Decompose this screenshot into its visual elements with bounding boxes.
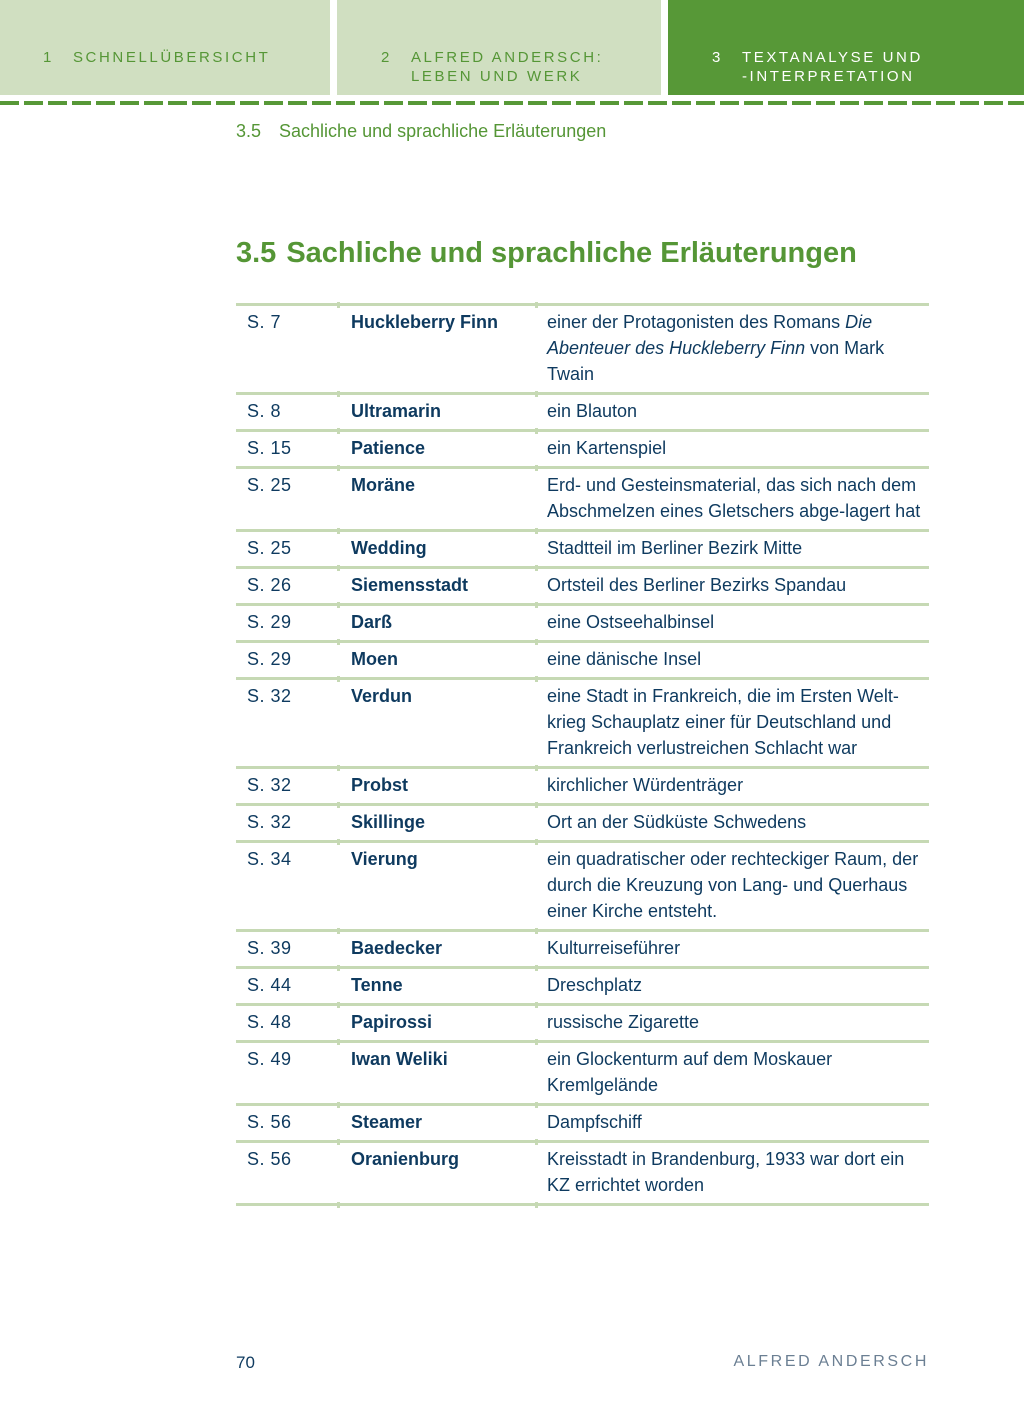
tab-schnelluebersicht[interactable] xyxy=(0,0,330,95)
table-row xyxy=(236,532,929,566)
definition-text: eine dänische Insel xyxy=(547,649,702,669)
glossary-term: Moen xyxy=(351,649,398,669)
glossary-term: Wedding xyxy=(351,538,427,558)
glossary-definition xyxy=(547,1009,929,1035)
tab-number: 2 xyxy=(381,49,392,66)
table-row xyxy=(236,395,929,429)
glossary-definition xyxy=(547,772,929,798)
glossary-term: Verdun xyxy=(351,686,413,706)
tab-label-line2: -INTERPRETATION xyxy=(741,68,915,85)
glossary-definition xyxy=(547,609,929,635)
glossary-definition xyxy=(547,572,929,598)
glossary-term: Skillinge xyxy=(351,812,426,832)
table-rule xyxy=(236,429,929,432)
page-ref: S. 34 xyxy=(247,849,292,869)
section-title: Sachliche und sprachliche Erläuterungen xyxy=(286,237,857,269)
tab-label-line1: TEXTANALYSE UND xyxy=(741,49,923,66)
glossary-term: Probst xyxy=(351,775,409,795)
tab-number: 3 xyxy=(712,49,723,66)
table-rule xyxy=(236,303,929,306)
table-rule xyxy=(236,929,929,932)
page-ref: S. 56 xyxy=(247,1149,292,1169)
running-head xyxy=(236,121,606,142)
glossary-term: Oranienburg xyxy=(351,1149,460,1169)
table-rule xyxy=(236,392,929,395)
definition-text: Erd- und Gesteinsmaterial, das sich nach dem Abschmelzen eines Gletschers abge-lagert hat xyxy=(547,475,921,521)
chapter-tabs xyxy=(0,0,1024,95)
glossary-definition xyxy=(547,846,929,924)
table-row xyxy=(236,432,929,466)
glossary-term: Huckleberry Finn xyxy=(351,312,499,332)
glossary-term: Iwan Weliki xyxy=(351,1049,448,1069)
table-row xyxy=(236,1143,929,1203)
section-number: 3.5 xyxy=(236,237,277,269)
glossary-term: Patience xyxy=(351,438,426,458)
page-ref: S. 25 xyxy=(247,475,292,495)
table-rule xyxy=(236,603,929,606)
tab-leben-und-werk[interactable] xyxy=(337,0,661,95)
definition-text: russische Zigarette xyxy=(547,1012,700,1032)
page-ref: S. 48 xyxy=(247,1012,292,1032)
definition-text: kirchlicher Würdenträger xyxy=(547,775,744,795)
glossary-term: Moräne xyxy=(351,475,416,495)
definition-text: Kreisstadt in Brandenburg, 1933 war dort ein KZ errichtet worden xyxy=(547,1149,905,1195)
glossary-definition xyxy=(547,1109,929,1135)
page-ref: S. 8 xyxy=(247,401,282,421)
table-row xyxy=(236,769,929,803)
definition-text-post: von Mark Twain xyxy=(547,338,885,384)
page-ref: S. 56 xyxy=(247,1112,292,1132)
table-rule xyxy=(236,466,929,469)
table-row xyxy=(236,306,929,392)
glossary-term: Siemensstadt xyxy=(351,575,469,595)
table-row xyxy=(236,806,929,840)
definition-text: Stadtteil im Berliner Bezirk Mitte xyxy=(547,538,803,558)
table-row xyxy=(236,1106,929,1140)
page-ref: S. 32 xyxy=(247,686,292,706)
glossary-definition xyxy=(547,935,929,961)
page-ref: S. 15 xyxy=(247,438,292,458)
table-rule xyxy=(236,677,929,680)
tab-number: 1 xyxy=(43,49,54,66)
definition-text: Kulturreiseführer xyxy=(547,938,681,958)
running-head-number: 3.5 xyxy=(236,121,262,141)
table-row xyxy=(236,469,929,529)
definition-text: Ort an der Südküste Schwedens xyxy=(547,812,807,832)
table-row xyxy=(236,606,929,640)
glossary-term: Ultramarin xyxy=(351,401,442,421)
glossary-definition xyxy=(547,535,929,561)
glossary-definition xyxy=(547,472,929,524)
glossary-term: Vierung xyxy=(351,849,418,869)
definition-text: eine Ostseehalbinsel xyxy=(547,612,715,632)
table-row xyxy=(236,969,929,1003)
page-number: 70 xyxy=(236,1353,255,1372)
page-ref: S. 49 xyxy=(247,1049,292,1069)
page-title xyxy=(236,237,857,270)
glossary-definition xyxy=(547,1046,929,1098)
glossary-term: Baedecker xyxy=(351,938,443,958)
table-row xyxy=(236,932,929,966)
glossary-term: Papirossi xyxy=(351,1012,433,1032)
tab-label-line2: LEBEN UND WERK xyxy=(410,68,583,85)
page-ref: S. 25 xyxy=(247,538,292,558)
table-rule xyxy=(236,640,929,643)
page-ref: S. 7 xyxy=(247,312,282,332)
table-rule xyxy=(236,803,929,806)
definition-text: Dreschplatz xyxy=(547,975,643,995)
table-rule xyxy=(236,1040,929,1043)
page-ref: S. 29 xyxy=(247,612,292,632)
dashed-divider xyxy=(0,101,1024,105)
definition-text: eine Stadt in Frankreich, die im Ersten Welt-krieg Schauplatz einer für Deutschland und Frankreich verlustreichen Schlacht war xyxy=(547,686,899,758)
glossary-definition xyxy=(547,972,929,998)
definition-text: Dampfschiff xyxy=(547,1112,642,1132)
page-ref: S. 32 xyxy=(247,812,292,832)
page-ref: S. 32 xyxy=(247,775,292,795)
table-rule xyxy=(236,1140,929,1143)
glossary-table xyxy=(236,303,929,1206)
tab-label-line1: ALFRED ANDERSCH: xyxy=(410,49,604,66)
glossary-definition xyxy=(547,398,929,424)
table-rule xyxy=(236,1103,929,1106)
table-rule xyxy=(236,529,929,532)
definition-text: ein Blauton xyxy=(547,401,638,421)
definition-text: ein quadratischer oder rechteckiger Raum, der durch die Kreuzung von Lang- und Querhaus einer Kirche entsteht. xyxy=(547,849,919,921)
table-row xyxy=(236,569,929,603)
page-ref: S. 29 xyxy=(247,649,292,669)
table-row xyxy=(236,843,929,929)
table-rule xyxy=(236,1203,929,1206)
definition-text: einer der Protagonisten des Romans xyxy=(547,312,846,332)
definition-text: Ortsteil des Berliner Bezirks Spandau xyxy=(547,575,847,595)
glossary-term: Tenne xyxy=(351,975,403,995)
footer-author: ALFRED ANDERSCH xyxy=(733,1353,929,1370)
table-row xyxy=(236,1006,929,1040)
table-row xyxy=(236,680,929,766)
glossary-term: Darß xyxy=(351,612,393,632)
page-ref: S. 44 xyxy=(247,975,292,995)
table-rule xyxy=(236,766,929,769)
running-head-title: Sachliche und sprachliche Erläuterungen xyxy=(279,121,607,141)
tab-textanalyse-active[interactable] xyxy=(668,0,1024,95)
definition-italic: Die Abenteuer des Huckleberry Finn xyxy=(547,312,873,358)
table-row xyxy=(236,1043,929,1103)
table-rule xyxy=(236,1003,929,1006)
glossary-definition xyxy=(547,1146,929,1198)
page-ref: S. 26 xyxy=(247,575,292,595)
table-rule xyxy=(236,840,929,843)
glossary-definition xyxy=(547,646,929,672)
page-ref: S. 39 xyxy=(247,938,292,958)
table-row xyxy=(236,643,929,677)
definition-text: ein Kartenspiel xyxy=(547,438,667,458)
glossary-term: Steamer xyxy=(351,1112,423,1132)
table-rule xyxy=(236,566,929,569)
glossary-definition xyxy=(547,683,929,761)
table-rule xyxy=(236,966,929,969)
glossary-definition xyxy=(547,435,929,461)
glossary-definition xyxy=(547,809,929,835)
definition-text: ein Glockenturm auf dem Moskauer Kremlgelände xyxy=(547,1049,833,1095)
tab-label: SCHNELLÜBERSICHT xyxy=(72,49,271,66)
glossary-definition xyxy=(547,309,929,387)
